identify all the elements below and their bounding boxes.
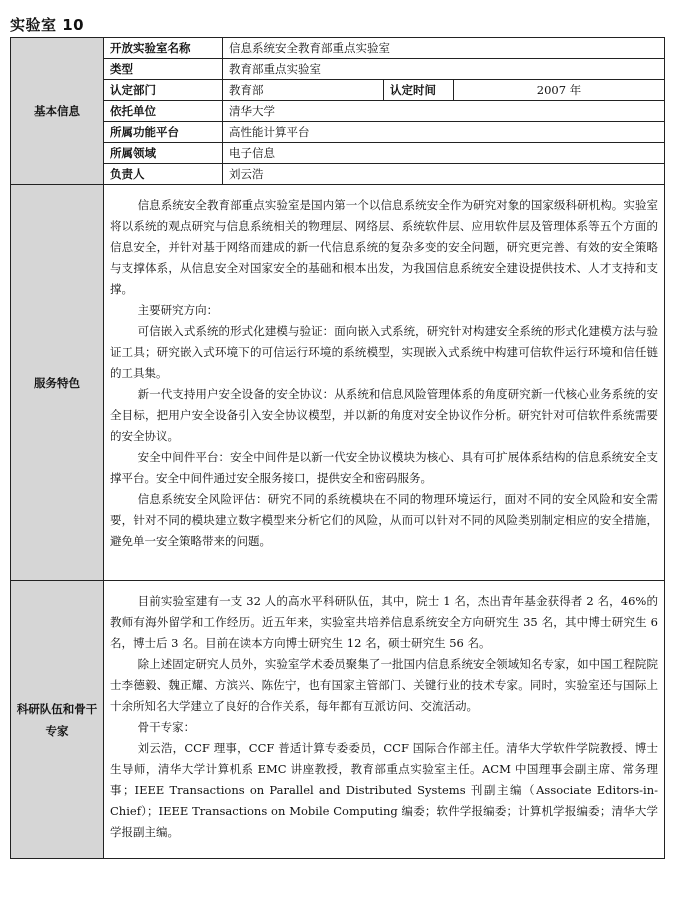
label-unit: 依托单位 — [104, 101, 223, 122]
value-lab-name: 信息系统安全教育部重点实验室 — [223, 38, 665, 59]
section-basic-info: 基本信息 — [11, 38, 104, 185]
label-dept: 认定部门 — [104, 80, 223, 101]
value-unit: 清华大学 — [223, 101, 665, 122]
row-field — [11, 143, 665, 164]
team-content — [104, 581, 665, 859]
label-lab-name: 开放实验室名称 — [104, 38, 223, 59]
row-type — [11, 59, 665, 80]
value-field: 电子信息 — [223, 143, 665, 164]
label-leader: 负责人 — [104, 164, 223, 185]
page-title: 实验室 10 — [10, 16, 85, 34]
service-content — [104, 185, 665, 581]
section-research-team: 科研队伍和骨干专家 — [11, 581, 104, 859]
value-platform: 高性能计算平台 — [223, 122, 665, 143]
team-paragraph: 刘云浩，CCF 理事，CCF 普适计算专委委员，CCF 国际合作部主任。清华大学软件学院教授、博士生导师，清华大学计算机系 EMC 讲座教授，教育部重点实验室主任。ACM 中国理事会副主席、常务理事；IEEE Transactions on Parallel and Distributed Systems 刊副主编（Associate Editors-in-Chief）；IEEE Transactions on Mobile Computing 编委；软件学报编委；计算机学报编委；清华大学学报副主编。 — [110, 741, 658, 839]
service-paragraph: 安全中间件平台：安全中间件是以新一代安全协议模块为核心、具有可扩展体系结构的信息系统安全支撑平台。安全中间件通过安全服务接口，提供安全和密码服务。 — [110, 450, 658, 485]
service-paragraph: 新一代支持用户安全设备的安全协议：从系统和信息风险管理体系的角度研究新一代核心业务系统的安全目标，把用户安全设备引入安全协议模型，并以新的角度对安全协议作分析。研究针对可信软件系统需要的安全协议。 — [110, 387, 658, 443]
row-platform — [11, 122, 665, 143]
label-type: 类型 — [104, 59, 223, 80]
row-service — [11, 185, 665, 581]
lab-info-table — [10, 37, 665, 859]
value-type: 教育部重点实验室 — [223, 59, 665, 80]
row-unit — [11, 101, 665, 122]
service-paragraph: 信息系统安全风险评估：研究不同的系统模块在不同的物理环境运行，面对不同的安全风险和安全需要，针对不同的模块建立数字模型来分析它们的风险，从而可以针对不同的风险类别制定相应的安全措施，避免单一安全策略带来的问题。 — [110, 492, 658, 548]
value-dept: 教育部 — [223, 80, 384, 101]
value-time: 2007 年 — [454, 80, 665, 101]
label-platform: 所属功能平台 — [104, 122, 223, 143]
label-field: 所属领域 — [104, 143, 223, 164]
team-paragraph: 骨干专家： — [137, 720, 196, 734]
row-lab-name — [11, 38, 665, 59]
team-paragraph: 目前实验室建有一支 32 人的高水平科研队伍，其中，院士 1 名，杰出青年基金获得者 2 名，46%的教师有海外留学和工作经历。近五年来，实验室共培养信息系统安全方向研究生 35 名，其中博士研究生 6 名，博士后 3 名。目前在读本方向博士研究生 12 名，硕士研究生 56 名。 — [110, 594, 658, 650]
section-service-features: 服务特色 — [11, 185, 104, 581]
row-dept — [11, 80, 665, 101]
value-leader: 刘云浩 — [223, 164, 665, 185]
service-paragraph: 主要研究方向： — [137, 303, 219, 317]
team-paragraph: 除上述固定研究人员外，实验室学术委员聚集了一批国内信息系统安全领域知名专家，如中国工程院院士李德毅、魏正耀、方滨兴、陈佐宁，也有国家主管部门、关键行业的技术专家。同时，实验室还与国际上十余所知名大学建立了良好的合作关系，每年都有互派访问、交流活动。 — [110, 657, 658, 713]
row-team — [11, 581, 665, 859]
row-leader — [11, 164, 665, 185]
service-paragraph: 可信嵌入式系统的形式化建模与验证：面向嵌入式系统，研究针对构建安全系统的形式化建模方法与验证工具；研究嵌入式环境下的可信运行环境的系统模型，实现嵌入式系统中构建可信软件运行环境和信任链的工具集。 — [110, 324, 658, 380]
label-time: 认定时间 — [384, 80, 454, 101]
service-paragraph: 信息系统安全教育部重点实验室是国内第一个以信息系统安全作为研究对象的国家级科研机构。实验室将以系统的观点研究与信息系统相关的物理层、网络层、系统软件层、应用软件层及管理体系等五个方面的信息安全，并针对基于网络而建成的新一代信息系统的复杂多变的安全问题，研究更完善、有效的安全策略与支撑体系，从信息安全对国家安全的基础和根本出发，为我国信息系统安全建设提供技术、人才支持和支撑。 — [110, 198, 658, 296]
